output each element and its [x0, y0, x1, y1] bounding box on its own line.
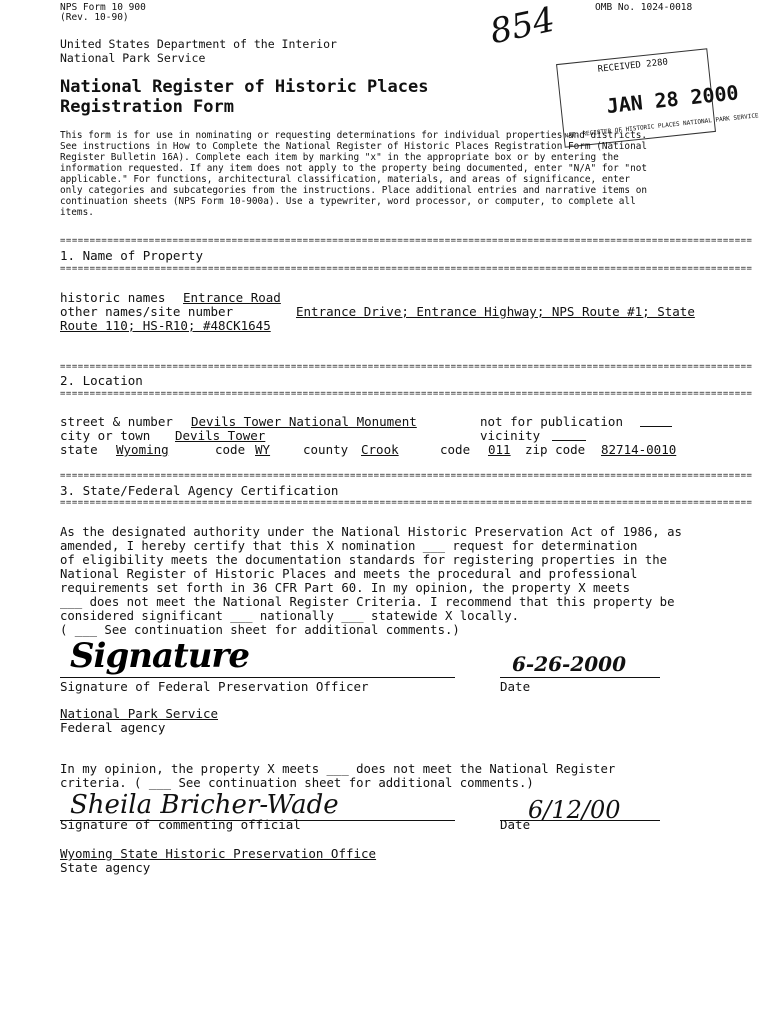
- form-number: NPS Form 10 900: [60, 2, 146, 13]
- not-for-publication-blank: [640, 426, 672, 427]
- federal-officer-label: Signature of Federal Preservation Officer: [60, 679, 369, 694]
- federal-agency-label: Federal agency: [60, 720, 166, 735]
- vicinity-label: vicinity: [480, 428, 541, 443]
- street-value: Devils Tower National Monument: [191, 414, 417, 429]
- divider-rule: =====================================================================================================================: [60, 498, 753, 508]
- signature-line: [60, 677, 455, 678]
- divider-rule: =====================================================================================================================: [60, 471, 753, 481]
- zip-label: zip code: [525, 442, 586, 457]
- department-line: United States Department of the Interior: [60, 37, 337, 51]
- city-label: city or town: [60, 428, 151, 443]
- city-value: Devils Tower: [175, 428, 266, 443]
- stamp-date: JAN 28 2000: [605, 80, 740, 119]
- certification-line-6: ___ does not meet the National Register Criteria. I recommend that this property be: [60, 595, 675, 609]
- certification-line-3: of eligibility meets the documentation standards for registering properties in the: [60, 553, 668, 567]
- opinion-line-1: In my opinion, the property X meets ___ does not meet the National Register: [60, 762, 616, 776]
- omb-number: OMB No. 1024-0018: [595, 2, 693, 13]
- historic-names-value: Entrance Road: [183, 290, 281, 305]
- historic-names-label: historic names: [60, 290, 166, 305]
- zip-value: 82714-0010: [601, 442, 677, 457]
- certification-line-4: National Register of Historic Places and meets the procedural and professional: [60, 567, 638, 581]
- other-names-value-cont: Route 110; HS-R10; #48CK1645: [60, 318, 271, 333]
- certification-line-5: requirements set forth in 36 CFR Part 60. In my opinion, the property X meets: [60, 581, 631, 595]
- instructions-line-1: This form is for use in nominating or requesting determinations for individual properties and districts.: [60, 130, 647, 141]
- federal-signature-date: 6-26-2000: [512, 652, 627, 676]
- instructions-line-6: only categories and subcategories from the instructions. Place additional entries and narrative items on: [60, 185, 647, 196]
- form-title: National Register of Historic Places: [60, 77, 429, 97]
- certification-line-7: considered significant ___ nationally ___ statewide X locally.: [60, 609, 520, 623]
- stamp-lines: NAT. REGISTER OF HISTORIC PLACES NATIONAL PARK SERVICE: [564, 112, 759, 140]
- stamp-received: RECEIVED 2280: [597, 57, 669, 75]
- state-agency-label: State agency: [60, 860, 151, 875]
- agency-line: National Park Service: [60, 51, 206, 65]
- section-3-heading: 3. State/Federal Agency Certification: [60, 483, 339, 498]
- state-agency-value: Wyoming State Historic Preservation Office: [60, 846, 377, 861]
- form-revision: (Rev. 10-90): [60, 12, 129, 23]
- instructions-line-4: information requested. If any item does not apply to the property being documented, enter "N/A" for "not: [60, 163, 647, 174]
- state-value: Wyoming: [116, 442, 169, 457]
- county-code-label: code: [440, 442, 471, 457]
- divider-rule: =====================================================================================================================: [60, 264, 753, 274]
- federal-officer-signature: Signature: [70, 636, 249, 676]
- instructions-line-3: Register Bulletin 16A). Complete each item by marking "x" in the appropriate box or by entering the: [60, 152, 619, 163]
- county-label: county: [303, 442, 349, 457]
- section-2-heading: 2. Location: [60, 373, 143, 388]
- instructions-line-5: applicable." For functions, architectural classification, materials, and areas of significance, enter: [60, 174, 631, 185]
- divider-rule: =====================================================================================================================: [60, 389, 753, 399]
- section-1-heading: 1. Name of Property: [60, 248, 203, 263]
- instructions-line-2: See instructions in How to Complete the National Register of Historic Places Registration Form (National: [60, 141, 647, 152]
- other-names-value: Entrance Drive; Entrance Highway; NPS Route #1; State: [296, 304, 695, 319]
- instructions-line-8: items.: [60, 207, 94, 218]
- certification-line-8: ( ___ See continuation sheet for additional comments.): [60, 623, 460, 637]
- divider-rule: =====================================================================================================================: [60, 236, 753, 246]
- date-label: Date: [500, 817, 531, 832]
- date-label: Date: [500, 679, 531, 694]
- certification-line-1: As the designated authority under the National Historic Preservation Act of 1986, as: [60, 525, 682, 539]
- state-label: state: [60, 442, 98, 457]
- county-code-value: 011: [488, 442, 511, 457]
- commenting-official-signature: Sheila Bricher-Wade: [70, 790, 339, 820]
- instructions-line-7: continuation sheets (NPS Form 10-900a). Use a typewriter, word processor, or computer, to complete all: [60, 196, 636, 207]
- form-subtitle: Registration Form: [60, 97, 234, 117]
- vicinity-blank: [552, 440, 586, 441]
- county-value: Crook: [361, 442, 399, 457]
- certification-line-2: amended, I hereby certify that this X nomination ___ request for determination: [60, 539, 638, 553]
- commenting-official-label: Signature of commenting official: [60, 817, 301, 832]
- divider-rule: =====================================================================================================================: [60, 362, 753, 372]
- federal-agency-value: National Park Service: [60, 706, 219, 721]
- date-line: [500, 677, 660, 678]
- handwritten-number: 854: [486, 0, 559, 53]
- other-names-label: other names/site number: [60, 304, 234, 319]
- not-for-publication-label: not for publication: [480, 414, 623, 429]
- street-label: street & number: [60, 414, 173, 429]
- state-code-label: code: [215, 442, 246, 457]
- opinion-line-2: criteria. ( ___ See continuation sheet for additional comments.): [60, 776, 534, 790]
- state-code-value: WY: [255, 442, 271, 457]
- commenting-signature-date: 6/12/00: [528, 796, 621, 824]
